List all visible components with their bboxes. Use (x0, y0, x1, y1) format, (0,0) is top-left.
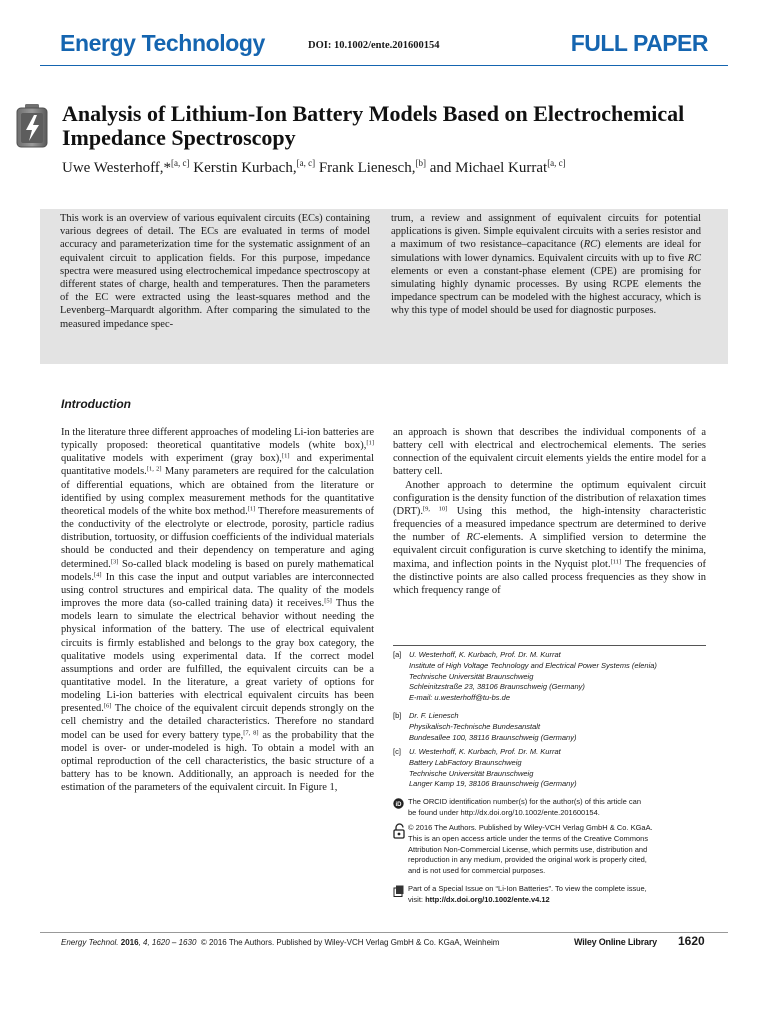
year: 2016 (120, 938, 139, 947)
affiliation-line: Technische Universität Braunschweig (409, 671, 534, 681)
special-issue-note (393, 884, 713, 906)
note-line: and is not used for commercial purposes. (408, 866, 546, 876)
abstract-column-1: This work is an overview of various equivalent circuits (ECs) containing various degrees of detail. The ECs are evaluated in terms of model accuracy and parameterization time for the systematic assignment of an equivalent circuit to application fields. For this purpose, impedance spectra were measured using electrochemical impedance spectroscopy at different states of charge, health and temperatures. Then the parameters of the EC were extracted using the least-squares method and the Levenberg–Marquardt algorithm. After comparing the simulated to the measured impedance spec- (60, 213, 370, 330)
author-name: Michael Kurrat (455, 160, 548, 176)
note-line: Attribution Non-Commercial License, which permits use, distribution and (408, 844, 648, 854)
affiliation-marker: [a, c] (171, 158, 190, 168)
author-list: Uwe Westerhoff,*[a, c] Kerstin Kurbach,[a, c] Frank Lienesch,[b] and Michael Kurrat[a, c] (62, 158, 566, 176)
affiliation-tag: [c] (393, 747, 401, 756)
section-heading: Introduction (61, 397, 131, 411)
doi[interactable]: DOI: 10.1002/ente.201600154 (308, 40, 440, 51)
article-type-label: FULL PAPER (570, 30, 708, 56)
special-issue-link[interactable]: http://dx.doi.org/10.1002/ente.v4.12 (425, 894, 550, 904)
citation-marker[interactable]: [6] (103, 702, 112, 710)
svg-text:iD: iD (395, 801, 402, 808)
note-line: © 2016 The Authors. Published by Wiley-VCH Verlag GmbH & Co. KGaA. (408, 823, 653, 832)
header-divider (40, 65, 728, 66)
affiliation-c (393, 747, 713, 790)
license-note (393, 823, 713, 877)
paragraph: In the literature three different approaches of modeling Li-ion batteries are typically proposed: theoretical quantitative models (white box),[1] qualitative models with experiment (gray box),[1] and experimental quantitative models.[1, 2] Many parameters are required for the calculation of differential equations, which are obtained from the literature or identified by using complex measurement methods for the quantitative theoretical models of the white box method.[1] Therefore measurements of the conductivity of the electrolyte or electrode, porosity, particle radius distribution, tortuosity, or diffusion coefficients of the individual materials should be conducted and their dependency on temperature and aging determined.[3] So-called black modeling is based on purely mathematical models.[4] In this case the input and output variables are interconnected using control structures and empirical data. The quality of the models improves the more data (so-called training data) it receives.[5] Thus the models learn to simulate the electrical behavior without needing the physical information of the battery. The use of electrical equivalent circuits is firmly established and belongs to the gray box category, the qualitative models using experimental data. If the correct model assumptions and order are fulfilled, the equivalent circuits can be a quantitative model. In the literature, a great variety of options for modeling Li-ion batteries with electrical equivalent circuits has been presented.[6] The choice of the equivalent circuit depends strongly on the cell chemistry and the detailed characteristics. Therefore no standard model can be used for every battery type,[7, 8] as the probability that the model is over- or under-modeled is high. To obtain a model with an optimal reproduction of the cell characteristics, the basic structure of a battery has to be known. Additionally, an approach is needed for the estimation of the parameters of the equivalent circuit. In Figure 1, (61, 427, 374, 794)
affiliation-line: U. Westerhoff, K. Kurbach, Prof. Dr. M. Kurrat (409, 747, 561, 756)
body-column-1 (61, 426, 374, 911)
orcid-icon (393, 798, 404, 813)
affiliation-line: Schleinitzstraße 23, 38106 Braunschweig (Germany) (409, 682, 585, 692)
affiliation-line: Langer Kamp 19, 38106 Braunschweig (Germany) (409, 779, 577, 789)
affiliation-b (393, 711, 713, 743)
citation-marker[interactable]: [11] (610, 558, 622, 566)
copyright: © 2016 The Authors. Published by Wiley-VCH Verlag GmbH & Co. KGaA, Weinheim (200, 938, 500, 947)
affiliation-marker: [a, c] (547, 158, 566, 168)
affiliation-tag: [a] (393, 650, 402, 659)
paragraph: Another approach to determine the optimum equivalent circuit configuration is the density function of the distribution of relaxation times (DRT).[9, 10] Using this method, the high-intensity characteristic frequencies of a measured impedance spectrum are determined to derive the number of RC-elements. A simplified version to determine the equivalent circuit configuration is curve sketching to identify the minima, maxima, and inflection points in the Nyquist plot.[11] The frequencies of the distinctive points are also called process frequencies as they show in which frequency range of (393, 479, 706, 596)
open-access-icon (393, 823, 406, 843)
citation-marker[interactable]: [1] (366, 439, 374, 447)
journal-abbreviation: Energy Technol. (61, 938, 119, 947)
affiliation-tag: [b] (393, 711, 402, 720)
affiliation-marker: [b] (415, 158, 426, 168)
journal-name: Energy Technology (60, 30, 265, 56)
note-line: The ORCID identification number(s) for the author(s) of this article can (408, 797, 642, 806)
volume-pages: , 4, 1620 – 1630 (138, 938, 197, 947)
note-line[interactable]: be found under http://dx.doi.org/10.1002/ente.201600154. (408, 807, 600, 817)
abstract (40, 209, 728, 364)
note-line: Part of a Special Issue on “Li-Ion Batteries”. To view the complete issue, (408, 884, 647, 893)
author-name: Uwe Westerhoff,* (62, 160, 172, 176)
orcid-note (393, 797, 713, 819)
footer-citation (61, 938, 499, 947)
affiliation-line: Dr. F. Lienesch (409, 711, 459, 720)
author-email[interactable]: E-mail: u.westerhoff@tu-bs.de (409, 693, 510, 703)
affiliation-line: Institute of High Voltage Technology and Electrical Power Systems (elenia) (409, 660, 657, 670)
paragraph: an approach is shown that describes the individual components of a battery cell with electrical and electrochemical elements. The series connection of the equivalent circuit elements yields the entire model for a battery cell. (393, 427, 706, 478)
affiliation-line: Bundesallee 100, 38116 Braunschweig (Germany) (409, 732, 577, 742)
battery-icon (14, 103, 54, 149)
note-line: This is an open access article under the terms of the Creative Commons (408, 833, 649, 843)
citation-marker[interactable]: [1, 2] (146, 465, 162, 473)
article-title: Analysis of Lithium-Ion Battery Models Based on Electrochemical Impedance Spectroscopy (62, 101, 685, 150)
affiliation-line: Physikalisch-Technische Bundesanstalt (409, 721, 541, 731)
citation-marker[interactable]: [1] (281, 452, 290, 460)
citation-marker[interactable]: [5] (324, 597, 332, 605)
affiliation-line: Technische Universität Braunschweig (409, 768, 534, 778)
footer-divider (40, 932, 728, 933)
citation-marker[interactable]: [4] (93, 571, 102, 579)
body-column-2 (393, 426, 706, 636)
note-line: visit: (408, 894, 426, 904)
citation-marker[interactable]: [1] (247, 505, 256, 513)
affiliation-divider (393, 645, 706, 646)
affiliation-a (393, 650, 713, 704)
affiliation-line: Battery LabFactory Braunschweig (409, 757, 522, 767)
document-icon (393, 885, 404, 901)
page-number: 1620 (678, 934, 705, 948)
affiliation-line: U. Westerhoff, K. Kurbach, Prof. Dr. M. Kurrat (409, 650, 561, 659)
affiliation-marker: [a, c] (296, 158, 316, 168)
note-line: reproduction in any medium, provided the original work is properly cited, (408, 855, 647, 865)
abstract-column-2: trum, a review and assignment of equivalent circuits for potential applications is given. Simple equivalent circuits with a series resistor and a maximum of two resistance–capacitance (RC) elements are ideal for simulations with lower dynamics. Equivalent circuits with up to five RC elements or even a constant-phase element (CPE) are promising for simulating highly dynamic processes. By using RCPE elements the impedance spectrum can be modeled with the highest accuracy, which is why this type of model should be used for diagnostic purposes. (391, 213, 701, 317)
author-name: Frank Lienesch, (318, 160, 416, 176)
author-name: Kerstin Kurbach, (193, 160, 297, 176)
citation-marker[interactable]: [9, 10] (423, 505, 448, 513)
citation-marker[interactable]: [7, 8] (243, 729, 259, 737)
publisher-mark[interactable]: Wiley Online Library (574, 937, 657, 947)
citation-marker[interactable]: [3] (110, 558, 119, 566)
